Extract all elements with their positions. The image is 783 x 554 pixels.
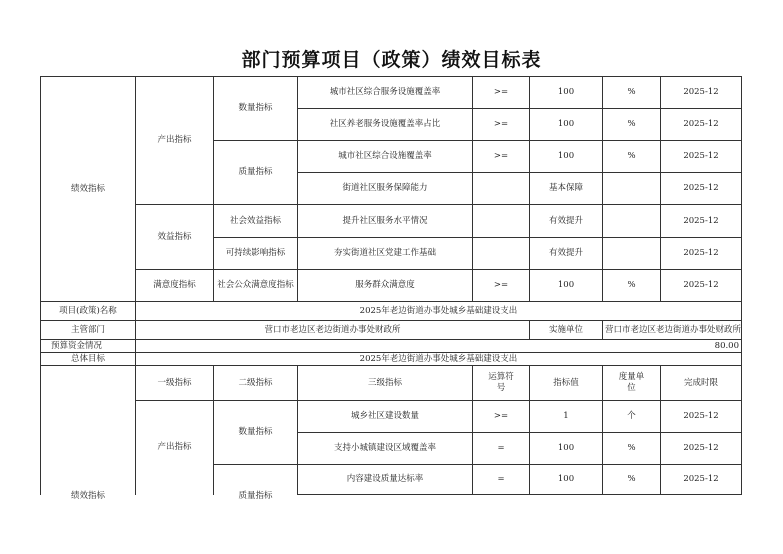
level3-cell: 街道社区服务保障能力 <box>298 173 473 205</box>
level2-cell: 数量指标 <box>214 401 298 465</box>
time-cell: 2025-12 <box>661 77 742 109</box>
level2-cell: 社会公众满意度指标 <box>214 270 298 302</box>
level1-cell: 效益指标 <box>136 205 214 270</box>
budget-value: 80.00 <box>136 340 742 353</box>
project-name-value: 2025年老边街道办事处城乡基础建设支出 <box>136 302 742 321</box>
value-cell: 1 <box>530 401 603 433</box>
time-cell: 2025-12 <box>661 433 742 465</box>
value-cell: 100 <box>530 270 603 302</box>
operator-cell <box>473 238 530 270</box>
value-cell: 有效提升 <box>530 238 603 270</box>
header-level2: 二级指标 <box>214 366 298 401</box>
value-cell: 有效提升 <box>530 205 603 238</box>
budget-label: 预算资金情况 <box>41 340 136 353</box>
time-cell: 2025-12 <box>661 205 742 238</box>
header-level1: 一级指标 <box>136 366 214 401</box>
header-operator: 运算符号 <box>473 366 530 401</box>
category-cell <box>41 366 136 501</box>
operator-cell: >= <box>473 109 530 141</box>
level3-cell: 提升社区服务水平情况 <box>298 205 473 238</box>
unit-cell: % <box>603 465 661 495</box>
level1-cell: 产出指标 <box>136 77 214 205</box>
unit-cell: % <box>603 77 661 109</box>
level3-cell: 夯实街道社区党建工作基础 <box>298 238 473 270</box>
level3-cell: 服务群众满意度 <box>298 270 473 302</box>
table-row <box>41 77 742 109</box>
category-label: 绩效指标 <box>70 490 105 501</box>
performance-table <box>40 76 742 501</box>
time-cell: 2025-12 <box>661 173 742 205</box>
value-cell: 100 <box>530 77 603 109</box>
operator-cell <box>473 173 530 205</box>
header-level3: 三级指标 <box>298 366 473 401</box>
time-cell: 2025-12 <box>661 109 742 141</box>
operator-cell: >= <box>473 270 530 302</box>
unit-cell <box>603 205 661 238</box>
level2-cell <box>214 465 298 501</box>
level3-cell: 城市社区综合服务设施覆盖率 <box>298 77 473 109</box>
table-row <box>41 205 742 238</box>
unit-cell <box>603 173 661 205</box>
budget-row <box>41 340 742 353</box>
time-cell: 2025-12 <box>661 141 742 173</box>
project-name-row <box>41 302 742 321</box>
value-cell: 基本保障 <box>530 173 603 205</box>
unit-cell: % <box>603 109 661 141</box>
level2-cell: 社会效益指标 <box>214 205 298 238</box>
department-label: 主管部门 <box>41 321 136 340</box>
unit-cell: % <box>603 433 661 465</box>
level1-cell: 满意度指标 <box>136 270 214 302</box>
level2-label: 质量指标 <box>238 490 273 501</box>
header-row <box>41 366 742 401</box>
level3-cell: 城乡社区建设数量 <box>298 401 473 433</box>
category-cell: 绩效指标 <box>41 77 136 302</box>
header-time: 完成时限 <box>661 366 742 401</box>
time-cell: 2025-12 <box>661 238 742 270</box>
table-row <box>41 270 742 302</box>
operator-cell: >= <box>473 141 530 173</box>
level3-cell: 内容建设质量达标率 <box>298 465 473 495</box>
operator-cell: = <box>473 433 530 465</box>
time-cell: 2025-12 <box>661 401 742 433</box>
project-name-label: 项目(政策)名称 <box>41 302 136 321</box>
unit-cell: % <box>603 270 661 302</box>
header-unit: 度量单位 <box>603 366 661 401</box>
overall-goal-label: 总体目标 <box>41 353 136 366</box>
operator-cell: = <box>473 465 530 495</box>
department-value: 营口市老边区老边街道办事处财政所 <box>136 321 530 340</box>
overall-goal-value: 2025年老边街道办事处城乡基础建设支出 <box>136 353 742 366</box>
operator-cell: >= <box>473 401 530 433</box>
level1-cell: 产出指标 <box>136 401 214 495</box>
value-cell: 100 <box>530 141 603 173</box>
operator-cell: >= <box>473 77 530 109</box>
unit-cell <box>603 238 661 270</box>
implementer-label: 实施单位 <box>530 321 603 340</box>
department-row <box>41 321 742 340</box>
level3-cell: 社区养老服务设施覆盖率占比 <box>298 109 473 141</box>
value-cell: 100 <box>530 465 603 495</box>
level3-cell: 城市社区综合设施覆盖率 <box>298 141 473 173</box>
level2-cell: 质量指标 <box>214 141 298 205</box>
overall-goal-row <box>41 353 742 366</box>
value-cell: 100 <box>530 433 603 465</box>
level2-cell: 数量指标 <box>214 77 298 141</box>
level2-cell: 可持续影响指标 <box>214 238 298 270</box>
page-title: 部门预算项目（政策）绩效目标表 <box>241 49 542 71</box>
table-row <box>41 401 742 433</box>
implementer-value: 营口市老边区老边街道办事处财政所 <box>603 321 742 340</box>
time-cell: 2025-12 <box>661 270 742 302</box>
operator-cell <box>473 205 530 238</box>
unit-cell: % <box>603 141 661 173</box>
header-value: 指标值 <box>530 366 603 401</box>
unit-cell: 个 <box>603 401 661 433</box>
level3-cell: 支持小城镇建设区域覆盖率 <box>298 433 473 465</box>
time-cell: 2025-12 <box>661 465 742 495</box>
value-cell: 100 <box>530 109 603 141</box>
